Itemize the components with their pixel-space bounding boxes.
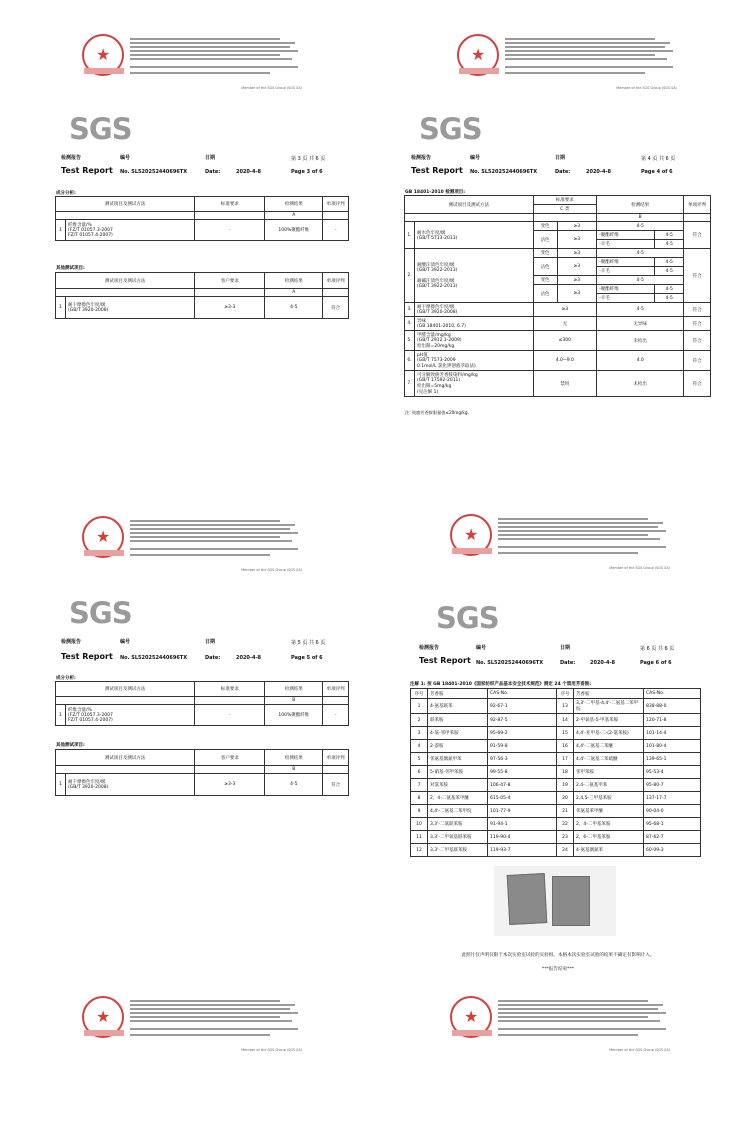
- table-cell: 11: [411, 831, 428, 844]
- table-cell: 18: [557, 766, 574, 779]
- sample-photo: [494, 866, 616, 936]
- table-cell: 14: [557, 714, 574, 727]
- table-cell: 91-59-8: [488, 740, 557, 753]
- table-cell: 9: [411, 805, 428, 818]
- table-cell: 对氯苯胺: [428, 779, 488, 792]
- sgs-group-footer: Member of the SGS Group (SGS SA): [241, 1048, 302, 1052]
- other-tests-table: 测试项目及测试方法 客户要求 检测结果 单项评判 B 1 耐干摩擦色牢度/级 (GB/T 3920-2008) ≥3-3 4-5 符合: [55, 749, 349, 796]
- table-cell: 3,3'-二甲基-4,4'-二氨基二苯甲烷: [574, 699, 644, 714]
- composition-table: 测试项目及测试方法 标准要求 检测结果 单项评判 B 1 纤维含量/% (FZ/T 01057.3-2007 FZ/T 01057.4-2007) - 100%聚酯纤维 -: [55, 681, 349, 726]
- table-row: [411, 805, 701, 818]
- table-cell: 22: [557, 818, 574, 831]
- table-row: [411, 844, 701, 857]
- table-row: [411, 699, 701, 714]
- report-date: 2020-4-8: [236, 655, 262, 661]
- page-number-en: Page 5 of 6: [291, 655, 323, 661]
- table-cell: 4-氨基偶氮苯: [574, 844, 644, 857]
- report-number: No. SL52025244069​6TX: [120, 655, 188, 661]
- table-row: 1 纤维含量/% (FZ/T 01057.3-2007 FZ/T 01057.4-2007) - 100%聚酯纤维 -: [56, 220, 349, 241]
- sgs-letterhead-banner-p6: [450, 514, 670, 570]
- table-cell: 4,4'-亚甲基-二-(2-氯苯胺): [574, 727, 644, 740]
- sgs-letterhead-banner-p6-bottom: [450, 996, 670, 1052]
- report-number: No. SL52025244069​6TX: [120, 169, 188, 175]
- table-cell: 615-05-4: [488, 792, 557, 805]
- table-cell: 2-萘胺: [428, 740, 488, 753]
- page-number-cn: 第 4 页 共 6 页: [641, 156, 676, 162]
- table-cell: 邻氨基苯甲醚: [574, 805, 644, 818]
- sgs-logo-p5: SGS: [69, 596, 132, 630]
- fabric-swatch-b: [552, 876, 590, 926]
- sgs-letterhead-banner: [82, 34, 302, 90]
- sgs-group-footer: Member of the SGS Group (SGS SA): [609, 1048, 670, 1052]
- table-cell: 4: [411, 740, 428, 753]
- table-cell: 119-90-4: [488, 831, 557, 844]
- table-cell: 5-硝基-邻甲苯胺: [428, 766, 488, 779]
- page-number-en: Page 4 of 6: [641, 169, 673, 175]
- table-cell: 106-47-8: [488, 779, 557, 792]
- footnote: 注: 致癌芳香胺限量值≤20mg/kg.: [405, 410, 469, 415]
- table-row: [411, 831, 701, 844]
- table-cell: 联苯胺: [428, 714, 488, 727]
- table-row: 5. 甲醛含量/mg/kg (GB/T 2912.1-2009) 检出限=20mg/kg ≤300 未检出 符合: [405, 331, 711, 351]
- gb18401-table: 测试项目及测试方法 标准要求 检测结果 单项评判 C 类 B 1. 耐水色牢度/级 (GB/T 5713-2013) 变色 ≥3 4-5 符合 沾色 ≥3 -聚酯纤维 4-5 -羊毛 4-5 2. 耐酸汗渍色牢度/级 (GB/T 3922-2013) 耐碱汗渍色牢度/级 (GB/T 3922-2013) 变色 ≥3 4-5 符合 沾色 ≥3 -聚酯纤维 4-5 -羊毛 4-5 变色 ≥3 4-5 沾色 ≥3 -聚酯纤维 4-5 -羊毛 4-5 3. 耐干摩擦色牢度/级 (GB/T 3920-2008) ≥3 4-5 符合 4. 异味 (GB 18401-2010, 6.7) 无 无异味 符合 5. 甲醛含量/mg/kg (GB/T 2912.1-2009) 检出限=20mg/kg ≤300 未检出 符合 6. pH值 (GB/T 7573-2009 0.1mol/L 氯化钾溶液萃取法) 4.0~9.0 4.0 符合 7. 可分解致癌芳香胺染料/mg/kg (GB/T 17592-2011) 检出限=5mg/kg (见注解 1) 禁用 未检出 符合: [404, 195, 711, 397]
- page-number-en: Page 6 of 6: [640, 660, 672, 666]
- table-cell: 139-65-1: [644, 753, 701, 766]
- table-row: [411, 818, 701, 831]
- table-cell: 4,4'-二氨基二苯甲烷: [428, 805, 488, 818]
- table-cell: 4,4'-二氨基二苯醚: [574, 740, 644, 753]
- table-row: [411, 740, 701, 753]
- table-cell: 24: [557, 844, 574, 857]
- table-row: [411, 714, 701, 727]
- table-cell: 21: [557, 805, 574, 818]
- table-cell: 8: [411, 792, 428, 805]
- table-cell: 邻甲苯胺: [574, 766, 644, 779]
- table-cell: 3,3'-二氯联苯胺: [428, 818, 488, 831]
- table-cell: 2-甲氧基-5-甲基苯胺: [574, 714, 644, 727]
- report-end: ***报告结束***: [541, 967, 575, 972]
- page-number-cn: 第 5 页 共 6 页: [291, 640, 326, 646]
- sgs-group-footer: Member of the SGS Group (SGS SA): [616, 86, 677, 90]
- table-cell: 95-53-4: [644, 766, 701, 779]
- table-cell: 87-62-7: [644, 831, 701, 844]
- table-cell: 97-56-3: [488, 753, 557, 766]
- table-cell: 6: [411, 766, 428, 779]
- page-number-en: Page 3 of 6: [291, 169, 323, 175]
- table-cell: 91-94-1: [488, 818, 557, 831]
- sgs-logo-p6: SGS: [436, 601, 499, 635]
- table-cell: 92-87-5: [488, 714, 557, 727]
- report-date: 2020-4-8: [586, 169, 612, 175]
- table-cell: 101-14-4: [644, 727, 701, 740]
- table-cell: 2: [411, 714, 428, 727]
- sgs-logo: SGS: [69, 112, 132, 146]
- report-number: No. SL52025244069​6TX: [470, 169, 538, 175]
- sgs-letterhead-banner-p5: [82, 516, 302, 572]
- report-page-4: ★ Member of the SGS Group (SGS SA) SGS 检测报告 编号 日期 第 4 页 共 6 页 Test Report No. SL52025244069​6TX Date: 2020-4-8 Page 4 of 6 GB 18401-2010 检测项目: 测试项目及测试方法 标准要求 检测结果 单项评判 C 类 B 1. 耐水色牢度/级 (GB/T 5713-2013) 变色 ≥3 4-5 符合 沾色 ≥3 -聚酯纤维 4-5 -羊毛 4-5 2. 耐酸汗渍色牢度/级 (GB/T 3922-2013) 耐碱汗渍色牢度/级 (GB/T 3922-2013) 变色 ≥3 4-5 符合 沾色 ≥3 -聚酯纤维 4-5 -羊毛 4-5 变色 ≥3 4-5 沾色 ≥3 -聚酯纤维 4-5 -羊毛 4-5 3. 耐干摩擦色牢度/级 (GB/T 3920-2008) ≥3 4-5 符合 4. 异味 (GB 18401-2010, 6.7) 无 无异味 符合 5. 甲醛含量/mg/kg (GB/T 2912.1-2009) 检出限=20mg/kg ≤300 未检出 符合 6. pH值 (GB/T 7573-2009 0.1mol/L 氯化钾溶液萃取法) 4.0~9.0 4.0 符合 7. 可分解致癌芳香胺染料/mg/kg (GB/T 17592-2011) 检出限=5mg/kg (见注解 1) 禁用 未检出 符合 注: 致癌芳香胺限量值≤20mg/kg.: [375, 0, 750, 571]
- table-row: [411, 792, 701, 805]
- table-row: 7. 可分解致癌芳香胺染料/mg/kg (GB/T 17592-2011) 检出限=5mg/kg (见注解 1) 禁用 未检出 符合: [405, 371, 711, 397]
- table-cell: 120-71-8: [644, 714, 701, 727]
- table-row: 4. 异味 (GB 18401-2010, 6.7) 无 无异味 符合: [405, 317, 711, 331]
- report-number: No. SL52025244069​6TX: [476, 660, 544, 666]
- table-row: [411, 727, 701, 740]
- table-row: 3. 耐干摩擦色牢度/级 (GB/T 3920-2008) ≥3 4-5 符合: [405, 303, 711, 317]
- table-cell: 92-67-1: [488, 699, 557, 714]
- sgs-logo: SGS: [419, 112, 482, 146]
- report-date: 2020-4-8: [590, 660, 616, 666]
- page-number-cn: 第 3 页 共 6 页: [291, 156, 326, 162]
- table-cell: 95-68-1: [644, 818, 701, 831]
- report-page-3: ★ Member of the SGS Group (SGS SA) SGS 检测报告 编号 日期 第 3 页 共 6 页 Test Report No. SL52025244069​6TX Date: 2020-4-8 Page 3 of 6 成分分析: 测试项目及测试方法 标准要求 检测结果 单项评判 A 1 纤维含量/% (FZ/T 01057.3-2007 FZ/T 01057.4-2007) - 100%聚酯纤维 - 其他测试项目: 测试项目及测试方法 客户要求 检测结果 单项评判 A 1 耐干摩擦色牢度/级 (GB/T 3920-2008) ≥3-3 4-5 符合: [0, 0, 375, 571]
- sgs-group-footer: Member of the SGS Group (SGS SA): [241, 568, 302, 572]
- table-cell: 4-氯-邻甲苯胺: [428, 727, 488, 740]
- table-row: 1 耐干摩擦色牢度/级 (GB/T 3920-2008) ≥3-3 4-5 符合: [56, 774, 349, 796]
- report-date: 2020-4-8: [236, 169, 262, 175]
- sgs-group-footer: Member of the SGS Group (SGS SA): [609, 566, 670, 570]
- table-cell: 137-17-7: [644, 792, 701, 805]
- table-cell: 23: [557, 831, 574, 844]
- table-row: 1 耐干摩擦色牢度/级 (GB/T 3920-2008) ≥3-3 4-5 符合: [56, 297, 349, 319]
- table-row: 1. 耐水色牢度/级 (GB/T 5713-2013) 变色 ≥3 4-5 符合: [405, 222, 711, 231]
- table-row: [411, 766, 701, 779]
- table-cell: 2，6-二甲基苯胺: [574, 831, 644, 844]
- table-cell: 95-69-2: [488, 727, 557, 740]
- table-cell: 90-04-0: [644, 805, 701, 818]
- table-row: [411, 779, 701, 792]
- sgs-group-footer: Member of the SGS Group (SGS SA): [241, 86, 302, 90]
- table-cell: 101-77-9: [488, 805, 557, 818]
- table-cell: 邻氨基偶氮甲苯: [428, 753, 488, 766]
- table-cell: 4-氨基联苯: [428, 699, 488, 714]
- table-row: 6. pH值 (GB/T 7573-2009 0.1mol/L 氯化钾溶液萃取法) 4.0~9.0 4.0 符合: [405, 351, 711, 371]
- report-title: Test Report: [419, 656, 471, 665]
- table-cell: 2，4-二氨基苯甲醚: [428, 792, 488, 805]
- other-tests-table: 测试项目及测试方法 客户要求 检测结果 单项评判 A 1 耐干摩擦色牢度/级 (GB/T 3920-2008) ≥3-3 4-5 符合: [55, 272, 349, 319]
- table-cell: 95-80-7: [644, 779, 701, 792]
- table-cell: 5: [411, 753, 428, 766]
- table-cell: 10: [411, 818, 428, 831]
- table-cell: 99-55-8: [488, 766, 557, 779]
- table-cell: 3: [411, 727, 428, 740]
- table-cell: 60-09-3: [644, 844, 701, 857]
- table-row: 1 纤维含量/% (FZ/T 01057.3-2007 FZ/T 01057.4-2007) - 100%聚酯纤维 -: [56, 705, 349, 726]
- table-cell: 4,4'-二氨基二苯硫醚: [574, 753, 644, 766]
- sgs-letterhead-banner: [457, 34, 677, 90]
- aromatic-amines-table: 序号 芳香胺 CAS-No. 序号 芳香胺 CAS-No. 1 4-氨基联苯 92-67-1 13 3,3'-二甲基-4,4'-二氨基二苯甲烷 838-88-0 2 联苯胺 92-87-5 14 2-甲氧基-5-甲基苯胺 120-71-8 3 4-氯-邻甲苯胺 95-69-2 15 4,4'-亚甲基-二-(2-氯苯胺) 101-14-4 4 2-萘胺 91-59-8 16 4,4'-二氨基二苯醚 101-80-4 5 邻氨基偶氮甲苯 97-56-3 17 4,4'-二氨基二苯硫醚 139-65-1 6 5-硝基-邻甲苯胺 99-55-8 18 邻甲苯胺 95-53-4 7 对氯苯胺 106-47-8 19 2,4-二氨基甲苯 95-80-7 8 2，4-二氨基苯甲醚 615-05-4 20 2,4,5-三甲基苯胺 137-17-7 9 4,4'-二氨基二苯甲烷 101-77-9 21 邻氨基苯甲醚 90-04-0 10 3,3'-二氯联苯胺 91-94-1 22 2，4-二甲基苯胺 95-68-1 11 3,3'-二甲氧基联苯胺 119-90-4 23 2，6-二甲基苯胺 87-62-7 12 3,3'-二甲基联苯胺 119-93-7 24 4-氨基偶氮苯 60-09-3: [410, 688, 701, 857]
- report-title: Test Report: [61, 166, 113, 175]
- table-cell: 3,3'-二甲基联苯胺: [428, 844, 488, 857]
- table-cell: 838-88-0: [644, 699, 701, 714]
- table-cell: 15: [557, 727, 574, 740]
- table-cell: 20: [557, 792, 574, 805]
- sgs-letterhead-banner-p5-bottom: [82, 996, 302, 1052]
- table-cell: 7: [411, 779, 428, 792]
- fabric-swatch-a: [507, 873, 548, 925]
- report-title: Test Report: [61, 652, 113, 661]
- table-cell: 101-80-4: [644, 740, 701, 753]
- table-cell: 17: [557, 753, 574, 766]
- table-cell: 2,4-二氨基甲苯: [574, 779, 644, 792]
- table-cell: 2,4,5-三甲基苯胺: [574, 792, 644, 805]
- table-cell: 19: [557, 779, 574, 792]
- report-title: Test Report: [411, 166, 463, 175]
- table-cell: 2，4-二甲基苯胺: [574, 818, 644, 831]
- photo-statement: 此照片仅声明仅限于本次实验室试验的实验组。本格本次实验室试验的结果不确定有影响计入。: [461, 953, 655, 958]
- table-cell: 13: [557, 699, 574, 714]
- table-cell: 12: [411, 844, 428, 857]
- table-row: [411, 753, 701, 766]
- table-cell: 3,3'-二甲氧基联苯胺: [428, 831, 488, 844]
- table-cell: 119-93-7: [488, 844, 557, 857]
- table-row: 2. 耐酸汗渍色牢度/级 (GB/T 3922-2013) 耐碱汗渍色牢度/级 (GB/T 3922-2013) 变色 ≥3 4-5 符合: [405, 249, 711, 258]
- composition-table: 测试项目及测试方法 标准要求 检测结果 单项评判 A 1 纤维含量/% (FZ/T 01057.3-2007 FZ/T 01057.4-2007) - 100%聚酯纤维 -: [55, 196, 349, 241]
- table-cell: 16: [557, 740, 574, 753]
- page-number-cn: 第 6 页 共 6 页: [640, 646, 675, 652]
- table-cell: 1: [411, 699, 428, 714]
